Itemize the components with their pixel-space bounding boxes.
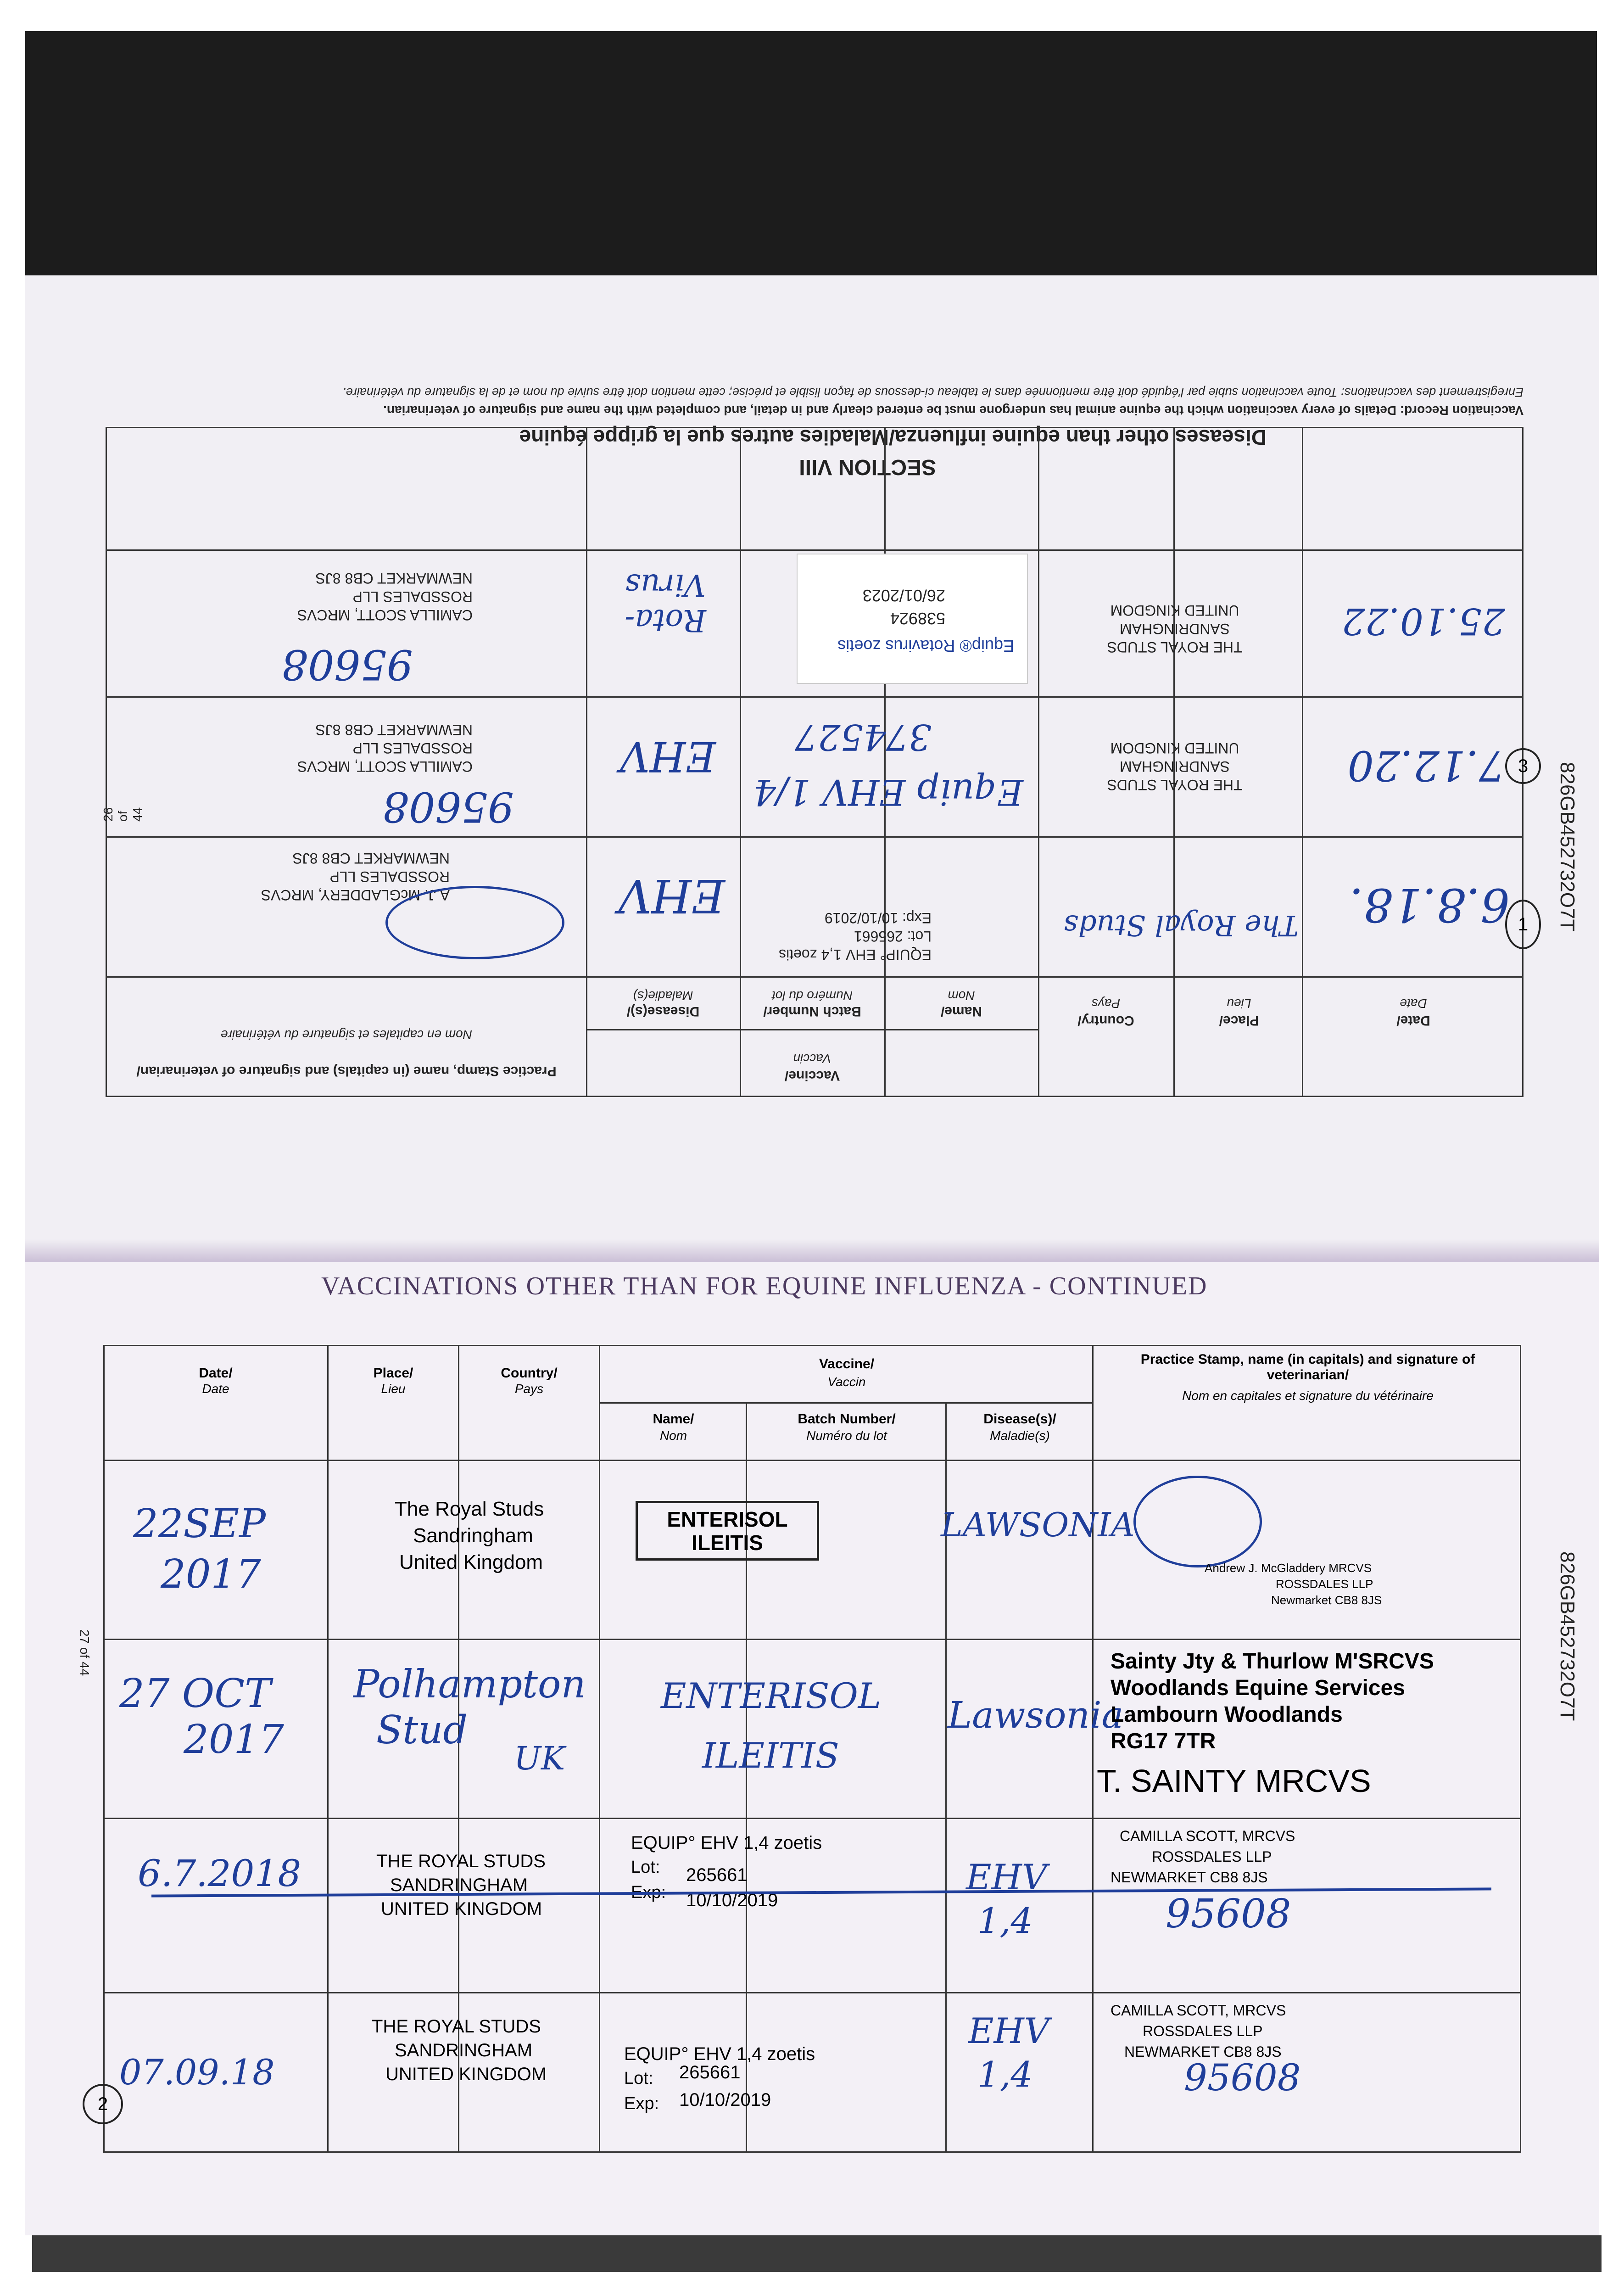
row3-date: 6.7.2018 xyxy=(138,1852,301,1895)
row2-disease: Lawsonia xyxy=(948,1694,1124,1736)
upper-row1-stamp-town: NEWMARKET CB8 8JS xyxy=(292,850,450,867)
row3-disease-2: 1,4 xyxy=(977,1900,1033,1941)
upper-row3-date: 25.10.22 xyxy=(1341,600,1505,643)
scanner-shadow-top xyxy=(25,31,1597,288)
header-country: Country/ xyxy=(501,1366,558,1381)
row3-place-2: SANDRINGHAM xyxy=(390,1875,528,1895)
row4-stamp-1: CAMILLA SCOTT, MRCVS xyxy=(1111,2002,1286,2019)
row3-stamp-2: ROSSDALES LLP xyxy=(1152,1848,1272,1865)
row2-stamp-3: Lambourn Woodlands xyxy=(1111,1702,1343,1727)
circled-2: 2 xyxy=(83,2084,123,2124)
row4-stamp-3: NEWMARKET CB8 8JS xyxy=(1124,2043,1282,2060)
row4-place-1: THE ROYAL STUDS xyxy=(372,2016,541,2037)
upper-row1-vaccine: EQUIP° EHV 1,4 zoetis xyxy=(779,946,932,963)
upper-row1-exp: Exp: 10/10/2019 xyxy=(824,910,932,926)
upper-row1-disease: EHV xyxy=(618,869,725,923)
section-title: SECTION VIII xyxy=(799,455,936,479)
row1-place-2: Sandringham xyxy=(413,1524,533,1547)
instruction-fr: Enregistrement des vaccinations: Toute vaccination subie par l'équidé doit être mentionnée dans le tableau ci-dessous de façon lisible et précise; cette mention doit être suivie du nom et de la signature du vétérinaire. xyxy=(342,386,1524,399)
row2-country: UK xyxy=(514,1740,565,1777)
row2-stamp-4: RG17 7TR xyxy=(1111,1729,1216,1753)
row4-disease-1: EHV xyxy=(968,2010,1049,2051)
row2-place-2: Stud xyxy=(376,1707,468,1752)
row4-stamp-2: ROSSDALES LLP xyxy=(1143,2023,1263,2039)
header-vaccine: Vaccine/ xyxy=(819,1356,875,1371)
header-batch: Batch Number/ xyxy=(798,1411,896,1427)
upper-page-content: SECTION VIII Diseases other than equine influenza/Maladies autres que la grippe équine Vaccination Record: Details of every vaccination which the equine animal has undergone must be entered clearly and in detail, and completed with the name and signature of veterinarian. Enregistrement des vaccinations: Toute vaccination subie par l'équidé doit être mentionnée dans le tableau ci-dessous de façon lisible et précise; cette mention doit être suivie du nom et de la signature du vétérinaire. Date/ Date Place/ Lieu Country/ Pays Vaccine/ Vaccin Name/ Nom Batch Number/ Numéro du lot Disease(s)/ Maladie(s) Practice Stamp, name (in capitals) and signature of veterinarian/ Nom en capitales et signature du vétérinaire 6.8.18. The Royal Studs EQUIP° EHV 1,4 zoetis Lot: 265661 Exp: 10/10/2019 EHV A.J. McGLADDERY, MRCVS ROSSDALES LLP NEWMARKET CB8 8JS 7.12.20 THE ROYAL STUDS SANDRINGHAM UNITED KINGDOM Equip EHV 1/4 374527 EHV CAMILLA SCOTT, MRCVS ROSSDALES LLP NEWMARKET CB8 8JS 95608 25.10.22 THE ROYAL STUDS SANDRINGHAM UNITED KINGDOM Equip® Rotavirus zoetis 538924 26/01/2023 Rota-Virus CAMILLA SCOTT, MRCVS ROSSDALES LLP NEWMARKET CB8 8JS 95608 26 of 44 xyxy=(106,386,1524,1097)
row4-vaccine: EQUIP° EHV 1,4 zoetis xyxy=(624,2044,815,2064)
upper-row2-disease: EHV xyxy=(619,732,716,780)
row3-stamp-1: CAMILLA SCOTT, MRCVS xyxy=(1120,1828,1295,1844)
page-number-right: 27 of 44 xyxy=(78,1629,92,1676)
circled-3: 3 xyxy=(1505,748,1541,784)
scanner-shadow-bottom xyxy=(32,2235,1602,2272)
row2-date-year: 2017 xyxy=(184,1717,284,1763)
row4-place-3: UNITED KINGDOM xyxy=(385,2064,547,2084)
upper-row3-vaccine: Equip® Rotavirus zoetis xyxy=(837,637,1014,655)
upper-row3-batch: 538924 xyxy=(890,609,945,628)
row1-place-1: The Royal Studs xyxy=(395,1498,544,1520)
row3-exp: 10/10/2019 xyxy=(686,1890,778,1910)
upper-row1-stamp-name: A.J. McGLADDERY, MRCVS xyxy=(261,887,450,903)
header-date: Date/ xyxy=(199,1366,233,1381)
header-place: Place/ xyxy=(373,1366,413,1381)
circled-1: 1 xyxy=(1505,900,1541,949)
row3-lot: 265661 xyxy=(686,1865,748,1885)
header-disease: Disease(s)/ xyxy=(983,1411,1056,1427)
row3-disease-1: EHV xyxy=(966,1857,1047,1898)
row2-place-1: Polhampton xyxy=(353,1662,586,1707)
row1-stamp-firm: ROSSDALES LLP xyxy=(1276,1577,1373,1591)
row4-lot: 265661 xyxy=(679,2062,741,2082)
passport-ref-lower: 826GB452732O7T xyxy=(1556,1551,1579,1721)
upper-row2-date: 7.12.20 xyxy=(1347,741,1505,789)
row1-place-3: United Kingdom xyxy=(399,1551,543,1573)
row4-place-2: SANDRINGHAM xyxy=(395,2040,533,2060)
upper-row1-date: 6.8.18. xyxy=(1349,878,1510,932)
upper-row1-lot: Lot: 265661 xyxy=(854,928,932,945)
row3-stamp-3: NEWMARKET CB8 8JS xyxy=(1111,1869,1268,1886)
row1-stamp-name: Andrew J. McGladdery MRCVS xyxy=(1205,1561,1372,1575)
upper-row2-signature: 95608 xyxy=(382,783,514,831)
row2-vaccine-2: ILEITIS xyxy=(702,1735,839,1776)
fold-banner: VACCINATIONS OTHER THAN FOR EQUINE INFLUENZA - CONTINUED xyxy=(321,1272,1208,1300)
row3-place-3: UNITED KINGDOM xyxy=(381,1899,542,1919)
upper-row1-stamp-firm: ROSSDALES LLP xyxy=(329,868,450,885)
row4-signature: 95608 xyxy=(1184,2056,1301,2099)
instruction-en: Vaccination Record: Details of every vaccination which the equine animal has undergone must be entered clearly and in detail, and completed with the name and signature of veterinarian. xyxy=(383,403,1524,418)
row2-date-day: 27 OCT xyxy=(119,1671,271,1717)
section-subtitle: Diseases other than equine influenza/Maladies autres que la grippe équine xyxy=(519,425,1267,449)
upper-row1-signature xyxy=(385,886,564,959)
passport-ref-upper: 826GB452732O7T xyxy=(1556,762,1579,932)
row3-signature: 95608 xyxy=(1166,1891,1291,1937)
row4-date: 07.09.18 xyxy=(119,2052,275,2093)
upper-row3-exp: 26/01/2023 xyxy=(862,586,945,605)
row2-vet-name: T. SAINTY MRCVS xyxy=(1097,1763,1371,1799)
row1-date-year: 2017 xyxy=(161,1551,261,1597)
row1-vaccine-stamp: ENTERISOL ILEITIS xyxy=(636,1501,819,1561)
upper-row3-signature: 95608 xyxy=(281,640,413,688)
row1-signature xyxy=(1133,1476,1262,1567)
upper-row1-place: The Royal Studs xyxy=(1063,909,1299,942)
header-name: Name/ xyxy=(653,1411,694,1427)
upper-row3-disease: Rota-Virus xyxy=(625,567,706,638)
row4-exp: 10/10/2019 xyxy=(679,2090,771,2110)
row2-vaccine-1: ENTERISOL xyxy=(661,1675,882,1716)
row2-stamp-2: Woodlands Equine Services xyxy=(1111,1676,1405,1700)
header-practice: Practice Stamp, name (in capitals) and signature of veterinarian/ xyxy=(1140,1352,1475,1383)
page-number-left: 26 of 44 xyxy=(101,807,145,822)
row1-stamp-town: Newmarket CB8 8JS xyxy=(1271,1593,1382,1607)
row4-disease-2: 1,4 xyxy=(977,2054,1033,2095)
row3-vaccine: EQUIP° EHV 1,4 zoetis xyxy=(631,1833,822,1853)
row1-date-day: 22SEP xyxy=(133,1501,266,1547)
upper-row2-vaccine: Equip EHV 1/4 xyxy=(753,771,1023,812)
upper-row2-batch: 374527 xyxy=(795,716,932,757)
row1-disease: LAWSONIA xyxy=(941,1506,1135,1544)
row2-stamp-1: Sainty Jty & Thurlow M'SRCVS xyxy=(1111,1649,1434,1674)
row3-place-1: THE ROYAL STUDS xyxy=(376,1851,546,1871)
